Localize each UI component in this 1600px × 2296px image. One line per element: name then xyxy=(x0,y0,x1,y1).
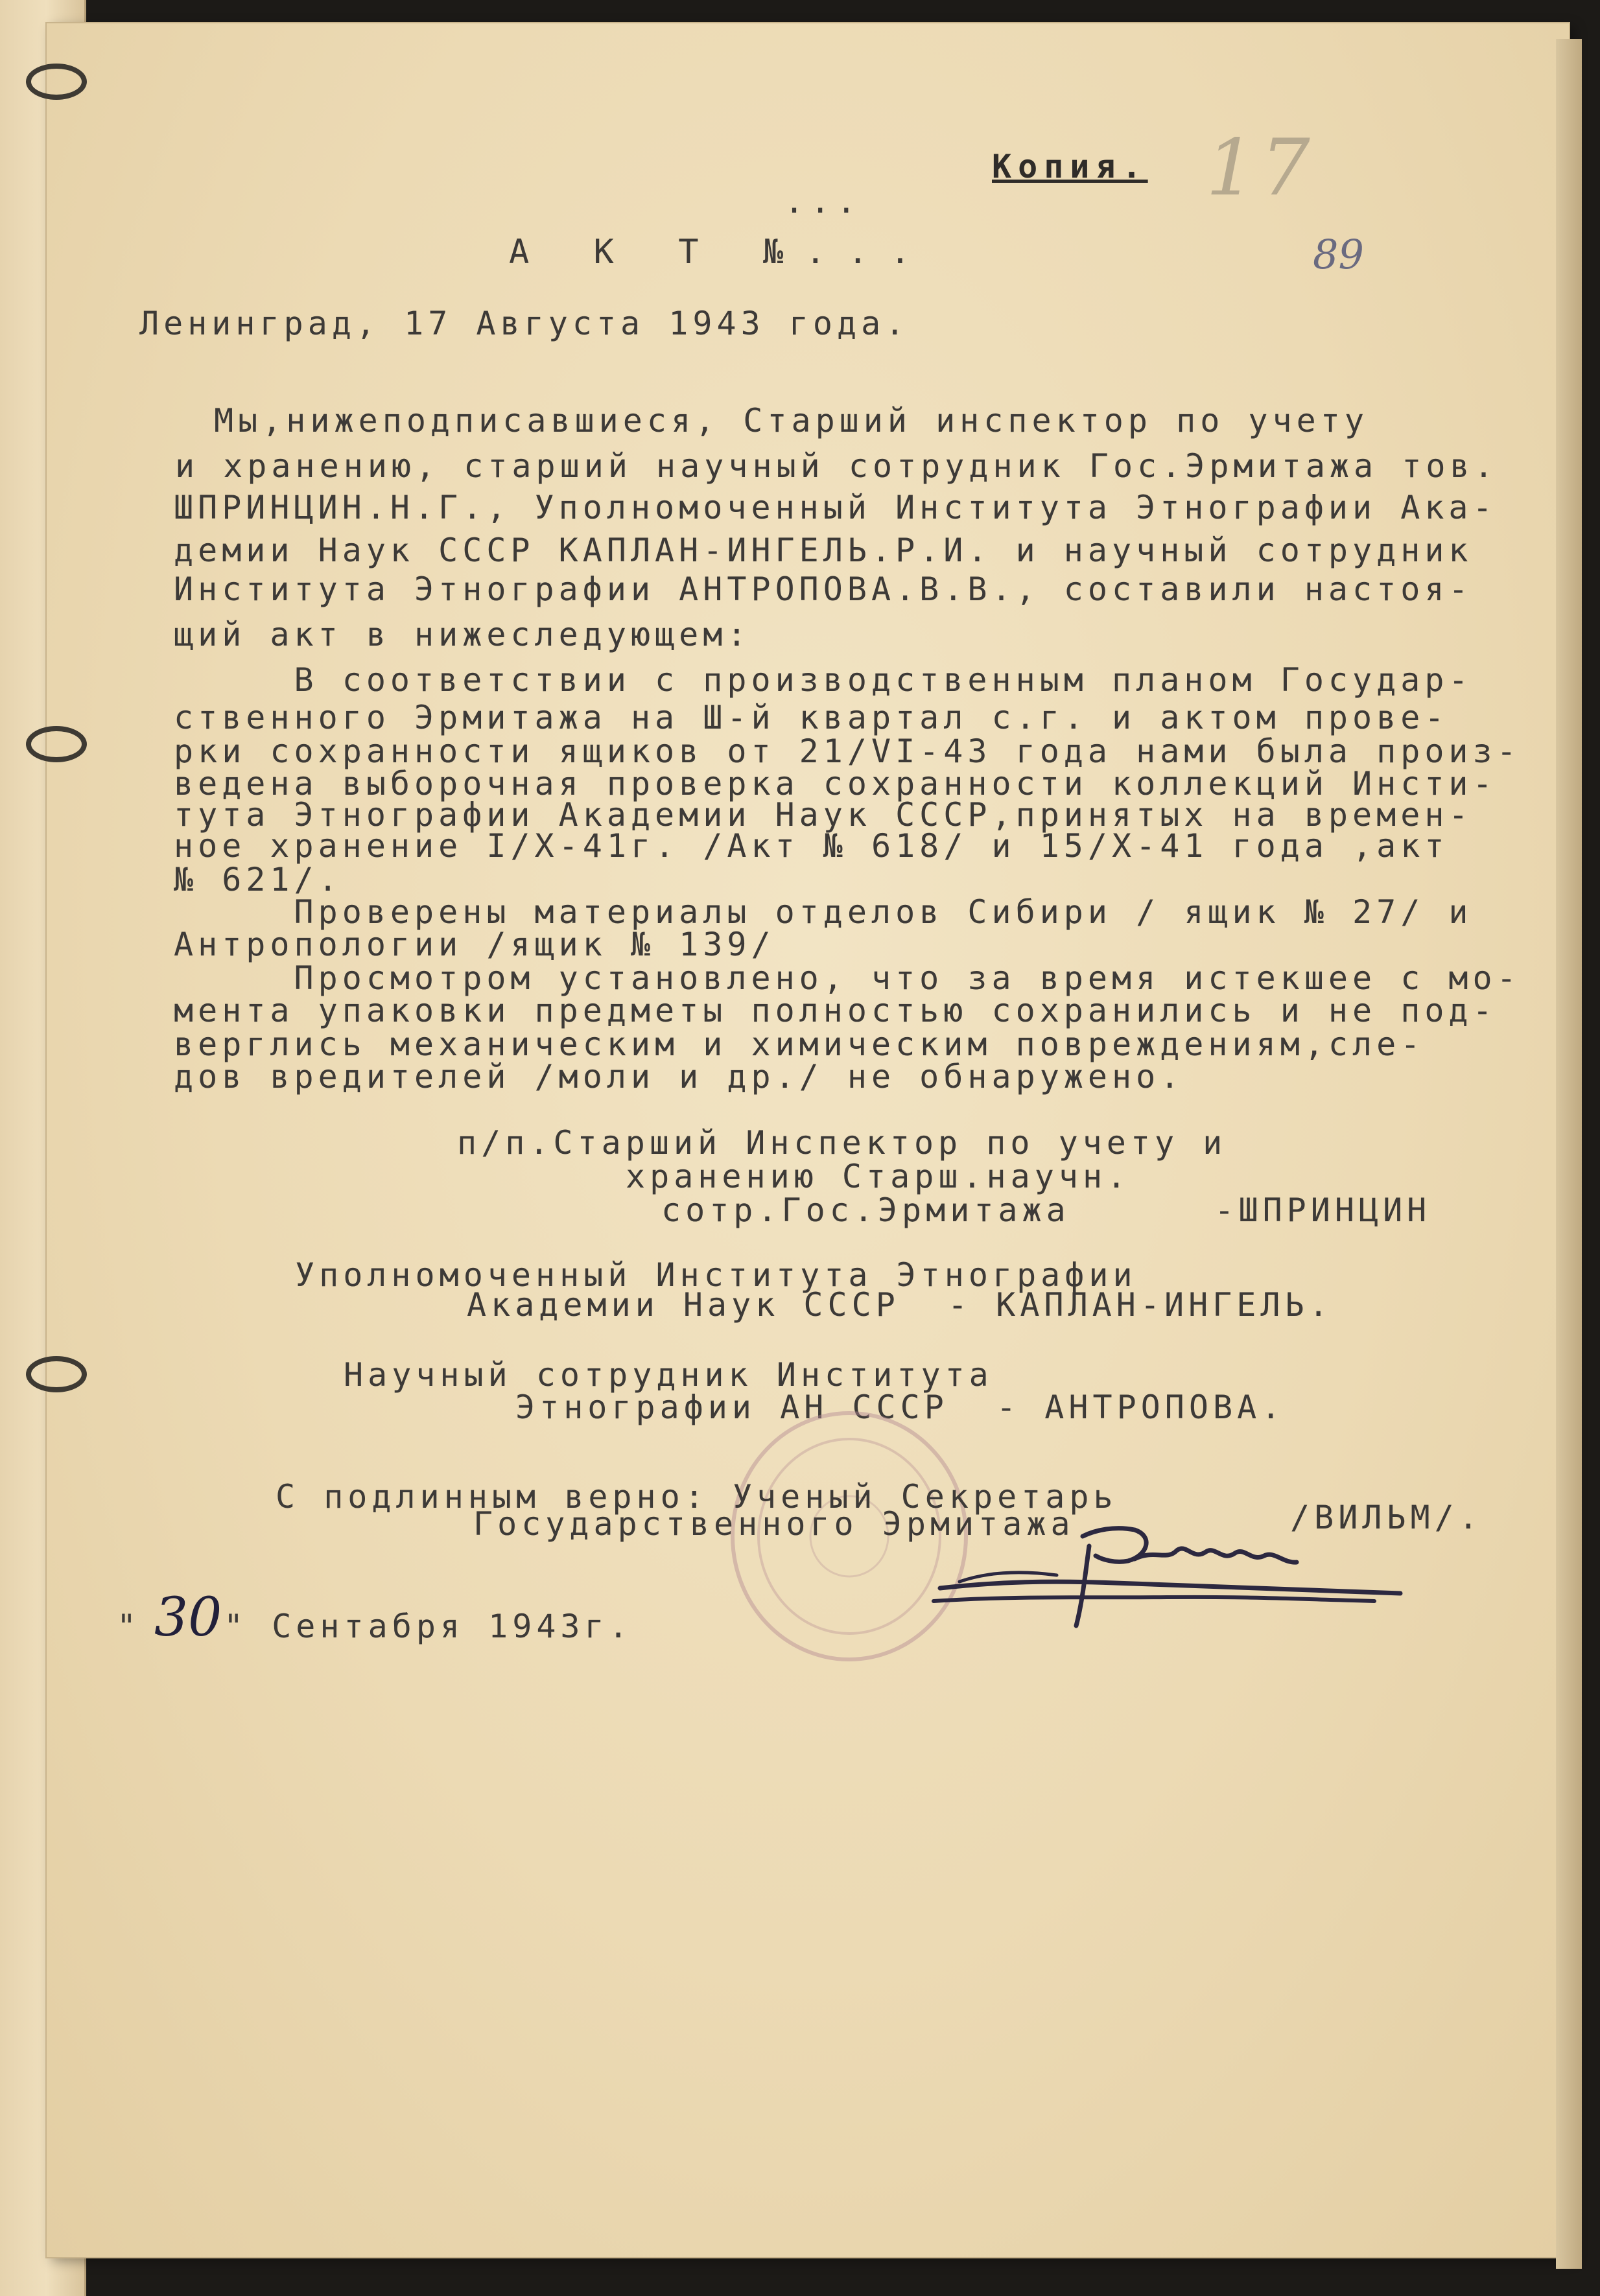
body-line: Института Этнографии АНТРОПОВА.В.В., составили настоя- xyxy=(174,570,1473,608)
body-line: № 621/. xyxy=(174,861,342,898)
signature-line: Этнографии АН СССР - АНТРОПОВА. xyxy=(515,1388,1286,1426)
handwritten-day: 30 xyxy=(154,1587,222,1648)
signature-line: п/п.Старший Инспектор по учету и xyxy=(457,1124,1227,1162)
body-line: Проверены материалы отделов Сибири / ящик № 27/ и xyxy=(174,893,1473,931)
body-line: Мы,нижеподписавшиеся, Старший инспектор по учету xyxy=(214,402,1369,439)
binding-ring-icon xyxy=(26,64,87,100)
body-line: демии Наук СССР КАПЛАН-ИНГЕЛЬ.Р.И. и научный сотрудник xyxy=(174,532,1473,569)
signature-line: Уполномоченный Института Этнографии xyxy=(295,1256,1137,1294)
document-title: А К Т №... xyxy=(509,233,933,272)
handwritten-signature-icon xyxy=(921,1510,1413,1634)
body-line: ственного Эрмитажа на Ш-й квартал с.г. и актом прове- xyxy=(174,699,1449,736)
binding-ring-icon xyxy=(26,726,87,762)
body-line: и хранению, старший научный сотрудник Гос.Эрмитажа тов. xyxy=(175,447,1498,485)
sheet-number: 89 xyxy=(1313,231,1364,278)
signature-line: Научный сотрудник Института xyxy=(344,1356,993,1394)
binding-ring-icon xyxy=(26,1356,87,1392)
body-line: Просмотром установлено, что за время истекшее с мо- xyxy=(174,959,1521,997)
body-line: ведена выборочная проверка сохранности коллекций Инсти- xyxy=(174,765,1497,802)
signature-line: хранению Старш.научн. xyxy=(626,1158,1131,1195)
body-line: ШПРИНЦИН.Н.Г., Уполномоченный Института Этнографии Ака- xyxy=(174,489,1497,526)
body-line: щий акт в нижеследующем: xyxy=(174,616,751,653)
signature-line: Академии Наук СССР - КАПЛАН-ИНГЕЛЬ. xyxy=(467,1286,1333,1324)
certification-line: Государственного Эрмитажа xyxy=(473,1505,1075,1543)
body-line: В соответствии с производственным планом Государ- xyxy=(174,661,1473,699)
right-page-edge xyxy=(1556,39,1582,2269)
certification-line: С подлинным верно: Ученый Секретарь xyxy=(276,1478,1118,1516)
body-line: рки сохранности ящиков от 21/VI-43 года нами была произ- xyxy=(174,732,1521,770)
title-dots: ... xyxy=(784,183,863,220)
date-open-quote: " xyxy=(117,1608,141,1645)
body-line: Антропологии /ящик № 139/ xyxy=(174,926,775,963)
signature-line: сотр.Гос.Эрмитажа -ШПРИНЦИН xyxy=(661,1191,1431,1229)
body-line: ное хранение I/X-41г. /Акт № 618/ и 15/X-41 года ,акт xyxy=(174,827,1449,865)
pencil-page-mark: 17 xyxy=(1206,123,1315,213)
body-line: дов вредителей /моли и др./ не обнаружено. xyxy=(174,1058,1184,1095)
body-line: тута Этнографии Академии Наук СССР,принятых на времен- xyxy=(174,796,1473,834)
copy-mark: Копия. xyxy=(992,148,1148,185)
body-line: верглись механическим и химическим повреждениям,сле- xyxy=(174,1025,1425,1063)
body-line: мента упаковки предметы полностью сохранились и не под- xyxy=(174,992,1497,1029)
place-date: Ленинград, 17 Августа 1943 года. xyxy=(139,305,910,342)
date-line: " Сентабря 1943г. xyxy=(224,1608,633,1645)
secretary-name: /ВИЛЬМ/. xyxy=(1290,1499,1483,1536)
